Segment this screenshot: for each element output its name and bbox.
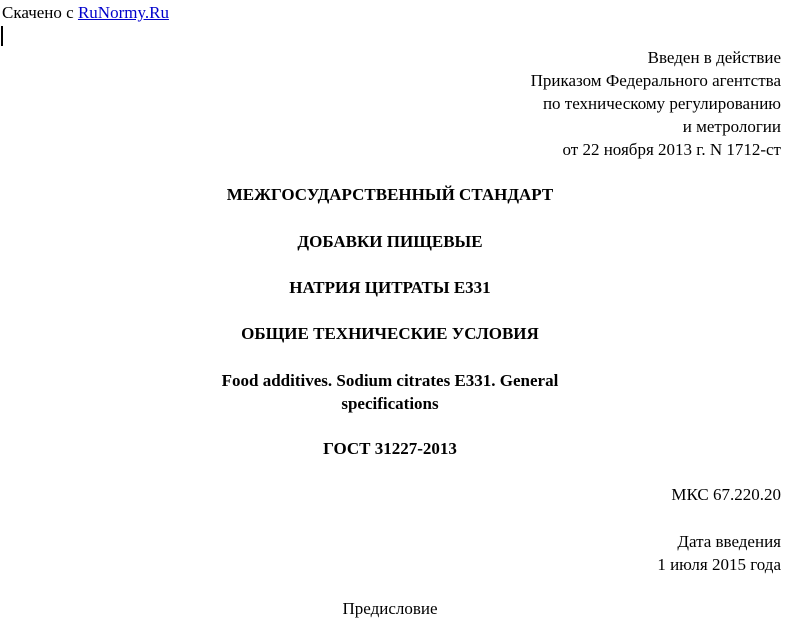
source-link[interactable]: RuNormy.Ru xyxy=(77,3,169,22)
subtitle-heading: ОБЩИЕ ТЕХНИЧЕСКИЕ УСЛОВИЯ xyxy=(241,324,539,343)
gost-number: ГОСТ 31227-2013 xyxy=(323,439,457,458)
approval-line: по техническому регулированию xyxy=(542,94,781,113)
intro-date-block xyxy=(657,530,781,576)
approval-block xyxy=(531,46,781,161)
intro-date-value: 1 июля 2015 года xyxy=(657,555,781,574)
category-heading: ДОБАВКИ ПИЩЕВЫЕ xyxy=(297,232,483,251)
source-prefix: Скачено с xyxy=(2,3,78,22)
mks-code: МКС 67.220.20 xyxy=(671,485,781,504)
english-title-line: specifications xyxy=(341,394,439,413)
intro-date-label: Дата введения xyxy=(677,532,781,551)
approval-line: Приказом Федерального агентства xyxy=(530,71,781,90)
title-heading: НАТРИЯ ЦИТРАТЫ Е331 xyxy=(289,278,491,297)
approval-line: и метрологии xyxy=(682,117,781,136)
approval-line: от 22 ноября 2013 г. N 1712-ст xyxy=(562,140,781,159)
preface-heading: Предисловие xyxy=(342,599,438,618)
english-title-line: Food additives. Sodium citrates E331. General xyxy=(221,371,559,390)
standard-type-heading: МЕЖГОСУДАРСТВЕННЫЙ СТАНДАРТ xyxy=(226,185,554,204)
source-line xyxy=(2,2,169,24)
text-cursor xyxy=(1,26,3,46)
approval-line: Введен в действие xyxy=(647,48,781,67)
english-title xyxy=(0,369,780,415)
